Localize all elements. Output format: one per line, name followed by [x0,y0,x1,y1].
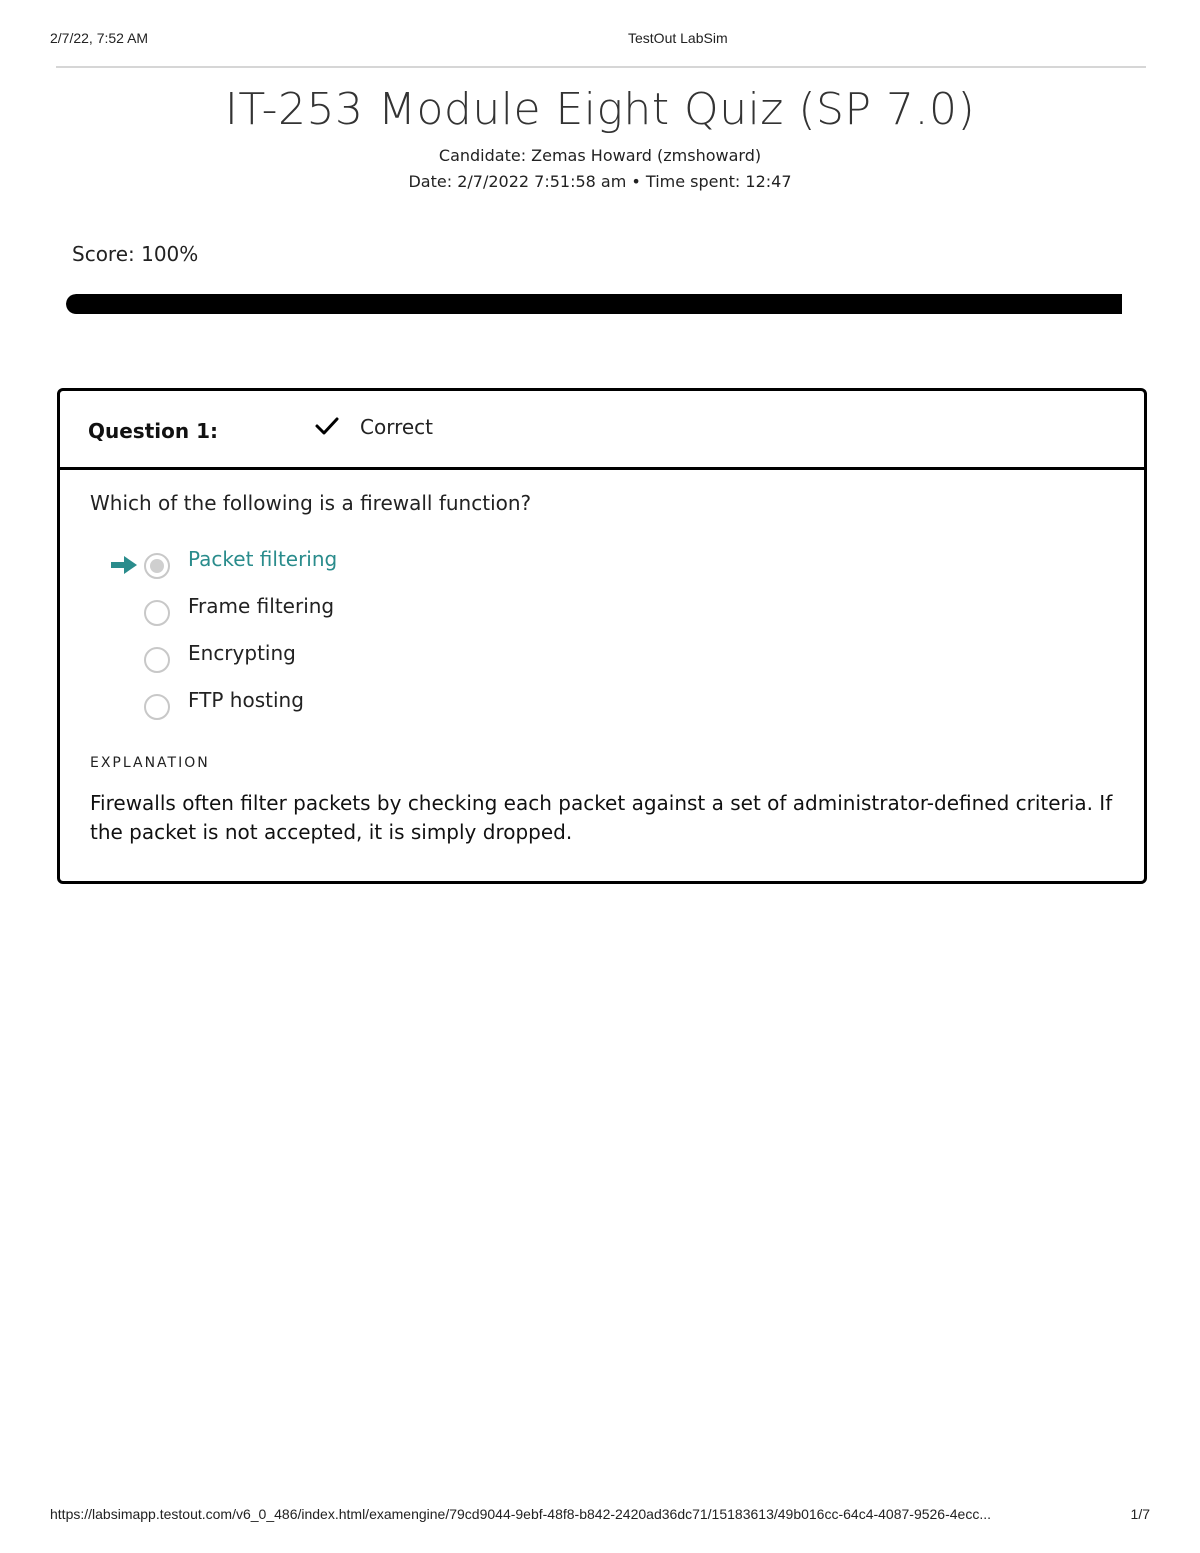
page-url: https://labsimapp.testout.com/v6_0_486/index.html/examengine/79cd9044-9ebf-48f8-b842-2420ad36dc71/15183613/49b016cc-64c4-4087-9526-4ecc... [50,1506,991,1522]
answer-option[interactable] [60,637,1144,673]
score-progress-bar [66,294,1122,314]
print-header [50,30,1150,48]
explanation-heading: EXPLANATION [90,755,210,771]
answer-label: FTP hosting [188,688,304,712]
answer-label: Packet filtering [188,547,338,571]
score-progress-fill [66,294,1122,314]
question-status: Correct [360,415,433,439]
radio-button[interactable] [144,600,170,626]
question-number: Question 1: [88,419,218,443]
explanation-text: Firewalls often filter packets by checking each packet against a set of administrator-defined criteria. If the packet is not accepted, it is simply dropped. [90,791,1113,844]
radio-button[interactable] [144,694,170,720]
answer-label: Encrypting [188,641,296,665]
answer-option[interactable] [60,684,1144,720]
question-text: Which of the following is a firewall function? [90,491,532,515]
page-title: IT-253 Module Eight Quiz (SP 7.0) [224,84,976,135]
check-icon [314,413,340,439]
question-header [60,391,1144,470]
answer-option[interactable] [60,543,1144,579]
radio-button[interactable] [144,647,170,673]
radio-button[interactable] [144,553,170,579]
print-site-title: TestOut LabSim [628,30,728,46]
print-footer [50,1506,1150,1524]
answer-label: Frame filtering [188,594,335,618]
print-datetime: 2/7/22, 7:52 AM [50,30,149,46]
score-label: Score: 100% [72,242,199,266]
page-number: 1/7 [1130,1506,1150,1522]
candidate-info: Candidate: Zemas Howard (zmshoward) [438,146,762,165]
date-time-info: Date: 2/7/2022 7:51:58 am • Time spent: 12:47 [408,172,792,191]
question-card [57,388,1147,884]
header-divider [56,66,1146,68]
answer-option[interactable] [60,590,1144,626]
arrow-right-icon [110,555,138,575]
